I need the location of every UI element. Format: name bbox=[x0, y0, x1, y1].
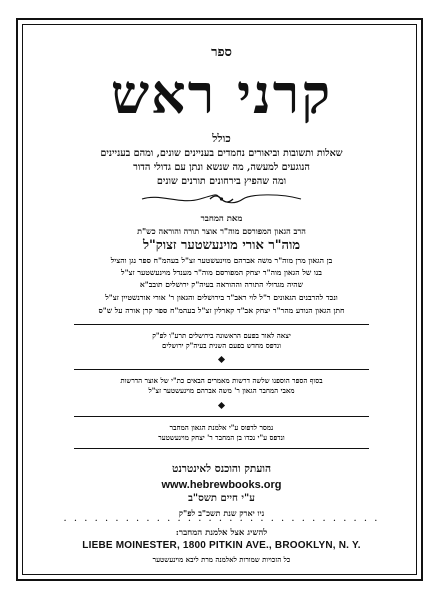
divider-rule bbox=[74, 416, 369, 417]
publisher-hebrew: הועתק והוכנס לאינטרנט bbox=[171, 463, 271, 475]
lineage-line-2: בנו של הגאון מוה"ר יצחק המפורסם מוה"ר מענדל מוינעשטער זצ"ל bbox=[121, 268, 322, 277]
first-edition-line-2: ונדפס מחדש בפעם השנית בעיה"ק ירושלים bbox=[162, 341, 281, 350]
kolel-label: כולל bbox=[212, 132, 231, 145]
place-year: ניו יארק שנת תשכ"ב לפ"ק bbox=[178, 508, 265, 518]
printing-line-2: ונדפס ע"י נכדו בן המחבר ר' יצחק מוינעשטער bbox=[158, 433, 285, 442]
book-title: קרני ראש bbox=[110, 64, 333, 124]
sefer-label: ספר bbox=[211, 45, 232, 60]
printing-line-1: נמסר לדפוס ע"י אלמנת הגאון המחבר bbox=[169, 423, 274, 432]
diamond-ornament bbox=[218, 356, 225, 363]
publisher-by: ע"י חיים תשס"ב bbox=[188, 493, 255, 504]
author-intro: מאת המחבר bbox=[200, 214, 243, 224]
footer-note: כל הזכויות שמורות לאלמנה מרת ליבא מוינעשטער bbox=[152, 555, 291, 564]
lineage-line-1: בן הגאון מרן מוה"ר משה אברהם מוינעשטער זצ"ל בעהמ"ח ספר נגן והציל bbox=[110, 256, 333, 265]
publisher-url[interactable]: www.hebrewbooks.org bbox=[161, 479, 282, 491]
divider-rule bbox=[74, 369, 369, 370]
lineage-line-3: שהיה מגדולי התורה וההוראה בעיה"ק ירושלים תובב"א bbox=[139, 280, 304, 289]
author-line-1: הרב הגאון המפורסם מוה"ר אוצר תורה והוראה כש"ת bbox=[137, 226, 306, 236]
author-name: מוה"ר אורי מוינעשטער זצוק"ל bbox=[142, 238, 301, 253]
divider-rule bbox=[74, 448, 369, 449]
divider-rule bbox=[74, 324, 369, 325]
appendix-line-2: מאבי המחבר הגאון ר' משה אברהם מוינעשטער זצ"ל bbox=[148, 386, 295, 395]
appendix-line-1: בסוף הספר הוספנו שלשה דרשות מאמרים הבאים כת"י של אוצר הדרשות bbox=[120, 376, 323, 385]
description-line-3: ומה שהפיץ בירחונים תורנים שונים bbox=[156, 176, 287, 187]
description-line-1: שאלות ותשובות וביאורים נחמדים בעניינים שונים, ומהם בעניינים bbox=[100, 148, 343, 159]
description-line-2: הנוגעים למעשה, מה שנשא ונתן עם גדולי הדור bbox=[133, 162, 310, 173]
first-edition-line-1: יצאה לאור בפעם הראשונה בירושלים תרע"ו לפ"ק bbox=[152, 331, 291, 340]
footer-address: LIEBE MOINESTER, 1800 PITKIN AVE., BROOKLYN, N. Y. bbox=[82, 540, 361, 551]
lineage-line-5: חתן הגאון הנודע מהר"ר יצחק אב"ד קארלין זצ"ל בעהמ"ח ספר קרן אורה על ש"ס bbox=[98, 306, 345, 315]
decorative-flourish bbox=[140, 192, 303, 206]
diamond-ornament bbox=[218, 402, 225, 409]
footer-intro: להשיג אצל אלמנת המחבר: bbox=[175, 528, 268, 538]
page-content bbox=[30, 30, 413, 570]
dotted-divider: · · · · · · · · · · · · · · · · · · · · · · · · · · · · · · · bbox=[63, 516, 380, 527]
lineage-line-4: ונכד להרבנים הגאונים ר"ל לוי ראב"ד בירושלים והגאון ר' אורי אורנשטיין זצ"ל bbox=[105, 293, 338, 302]
